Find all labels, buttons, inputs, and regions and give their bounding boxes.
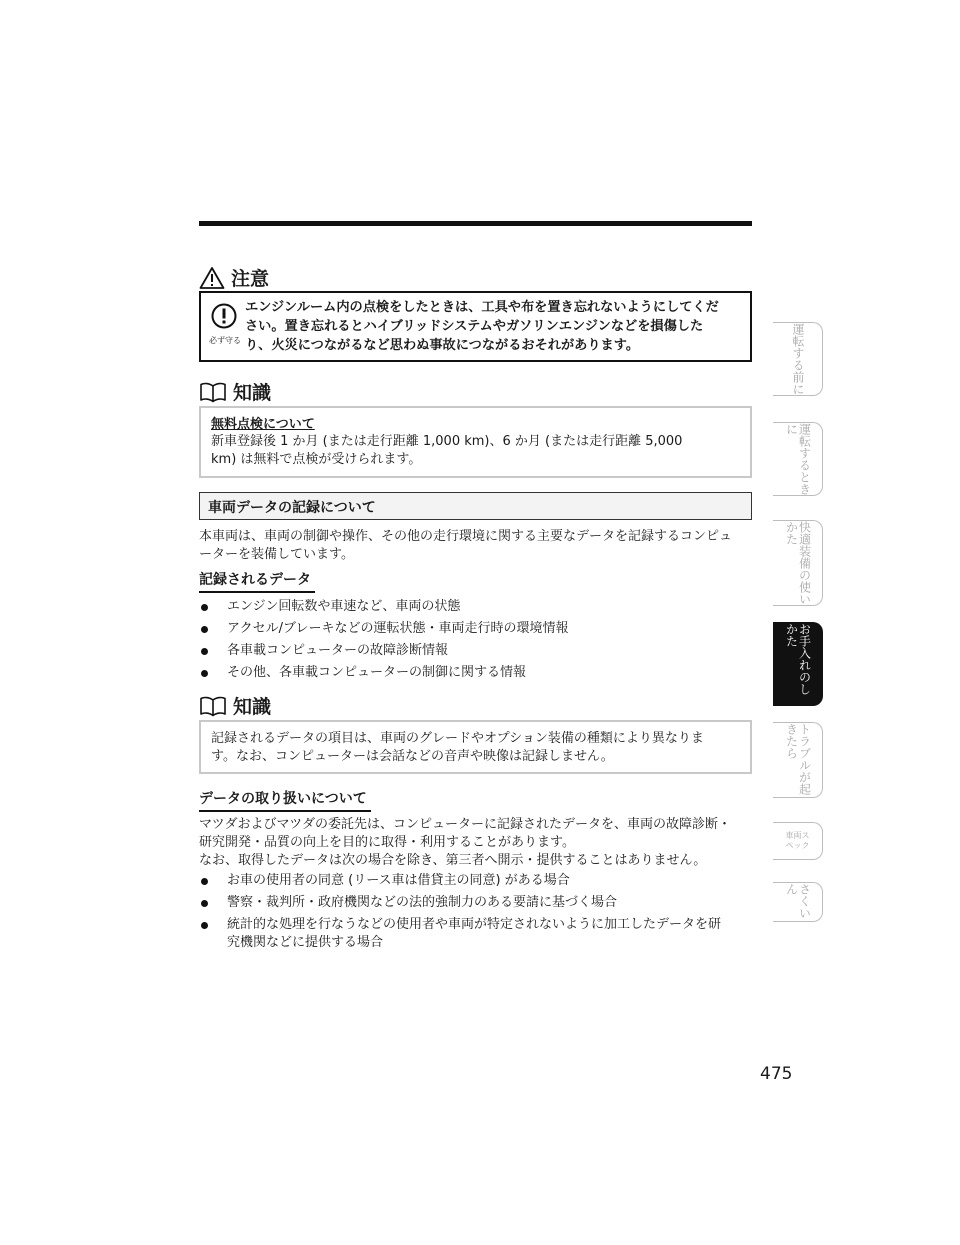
recorded-data-list <box>199 598 755 682</box>
tab-label: お手入れのしかた <box>784 623 812 695</box>
bullet-icon <box>201 922 208 929</box>
tab-troubleshooting[interactable] <box>773 722 823 798</box>
tab-label: 運転する前に <box>791 323 805 395</box>
list-item <box>199 642 755 660</box>
knowledge-2-line-2: す。なお、コンピューターは会話などの音声や映像は記録しません。 <box>211 749 614 764</box>
data-handling-title: データの取り扱いについて <box>199 788 371 812</box>
must-follow-label: 必ず守る <box>209 336 241 345</box>
list-item <box>199 598 755 616</box>
knowledge-2-text <box>211 730 740 766</box>
bullet-icon <box>201 900 208 907</box>
bullet-icon <box>201 878 208 885</box>
tab-maintenance[interactable] <box>773 622 823 706</box>
list-item <box>199 664 755 682</box>
top-rule <box>199 221 752 226</box>
list-item-text: お車の使用者の同意 (リース車は借貸主の同意) がある場合 <box>227 873 570 888</box>
caution-heading <box>199 264 269 291</box>
bullet-icon <box>201 604 208 611</box>
free-inspection-text <box>211 433 740 469</box>
tab-vehicle-specs[interactable] <box>773 822 823 860</box>
list-item-text: エンジン回転数や車速など、車両の状態 <box>227 599 461 614</box>
caution-text <box>245 298 740 355</box>
tab-before-driving[interactable] <box>773 322 823 396</box>
list-item <box>199 916 755 952</box>
must-follow-mark <box>209 303 239 346</box>
page-number: 475 <box>760 1064 793 1084</box>
caution-box <box>199 291 752 362</box>
recorded-data-title: 記録されるデータ <box>199 569 315 593</box>
list-item-text: アクセル/ブレーキなどの運転状態・車両走行時の環境情報 <box>227 621 569 636</box>
knowledge-box-2 <box>199 720 752 774</box>
tab-comfort-equipment[interactable] <box>773 520 823 606</box>
caution-line-3: り、火災につながるなど思わぬ事故につながるおそれがあります。 <box>245 338 640 353</box>
warning-triangle-icon <box>199 266 225 290</box>
list-item-text-continued: 究機関などに提供する場合 <box>227 935 384 950</box>
tab-label: 運転するときに <box>784 423 812 495</box>
disclosure-exceptions-list <box>199 872 755 952</box>
tab-index[interactable] <box>773 882 823 922</box>
free-inspection-title: 無料点検について <box>211 417 315 432</box>
tab-label: 快適装備の使いかた <box>784 521 812 605</box>
tab-label: さくいん <box>784 883 812 919</box>
open-book-icon <box>199 695 227 717</box>
section-title-bar: 車両データの記録について <box>199 492 752 520</box>
free-inspection-line-1: 新車登録後 1 か月 (または走行距離 1,000 km)、6 か月 (または走行距離 5,000 <box>211 434 683 449</box>
free-inspection-line-2: km) は無料で点検が受けられます。 <box>211 452 422 467</box>
knowledge-heading-1 <box>199 378 271 405</box>
list-item-text: 各車載コンピューターの故障診断情報 <box>227 643 449 658</box>
exclamation-circle-icon <box>211 303 237 329</box>
data-handling-text <box>199 816 755 870</box>
knowledge-heading-2 <box>199 692 271 719</box>
list-item <box>199 894 755 912</box>
data-handling-line-3: なお、取得したデータは次の場合を除き、第三者へ開示・提供することはありません。 <box>199 853 707 868</box>
caution-line-1: エンジンルーム内の点検をしたときは、工具や布を置き忘れないようにしてくだ <box>245 300 719 315</box>
side-index-tabs <box>773 0 823 1245</box>
data-handling-line-1: マツダおよびマツダの委託先は、コンピューターに記録されたデータを、車両の故障診断・ <box>199 817 731 832</box>
knowledge-heading-1-text: 知識 <box>233 382 272 404</box>
section-intro-line-1: 本車両は、車両の制御や操作、その他の走行環境に関する主要なデータを記録するコンピュ <box>199 529 733 544</box>
knowledge-heading-2-text: 知識 <box>233 696 272 718</box>
bullet-icon <box>201 626 208 633</box>
tab-label: 車両スペック <box>785 831 810 850</box>
tab-while-driving[interactable] <box>773 422 823 496</box>
bullet-icon <box>201 670 208 677</box>
list-item-text: その他、各車載コンピューターの制御に関する情報 <box>227 665 527 680</box>
knowledge-2-line-1: 記録されるデータの項目は、車両のグレードやオプション装備の種類により異なりま <box>211 731 704 746</box>
list-item <box>199 872 755 890</box>
caution-heading-text: 注意 <box>231 268 270 290</box>
caution-line-2: さい。置き忘れるとハイブリッドシステムやガソリンエンジンなどを損傷した <box>245 319 704 334</box>
list-item <box>199 620 755 638</box>
open-book-icon <box>199 381 227 403</box>
tab-label: トラブルが起きたら <box>784 723 812 795</box>
list-item-text: 統計的な処理を行なうなどの使用者や車両が特定されないように加工したデータを研 <box>227 917 722 932</box>
data-handling-line-2: 研究開発・品質の向上を目的に取得・利用することがあります。 <box>199 835 575 850</box>
section-intro-line-2: ーターを装備しています。 <box>199 547 354 562</box>
knowledge-box-1 <box>199 406 752 478</box>
bullet-icon <box>201 648 208 655</box>
list-item-text: 警察・裁判所・政府機関などの法的強制力のある要請に基づく場合 <box>227 895 618 910</box>
section-intro <box>199 528 755 564</box>
